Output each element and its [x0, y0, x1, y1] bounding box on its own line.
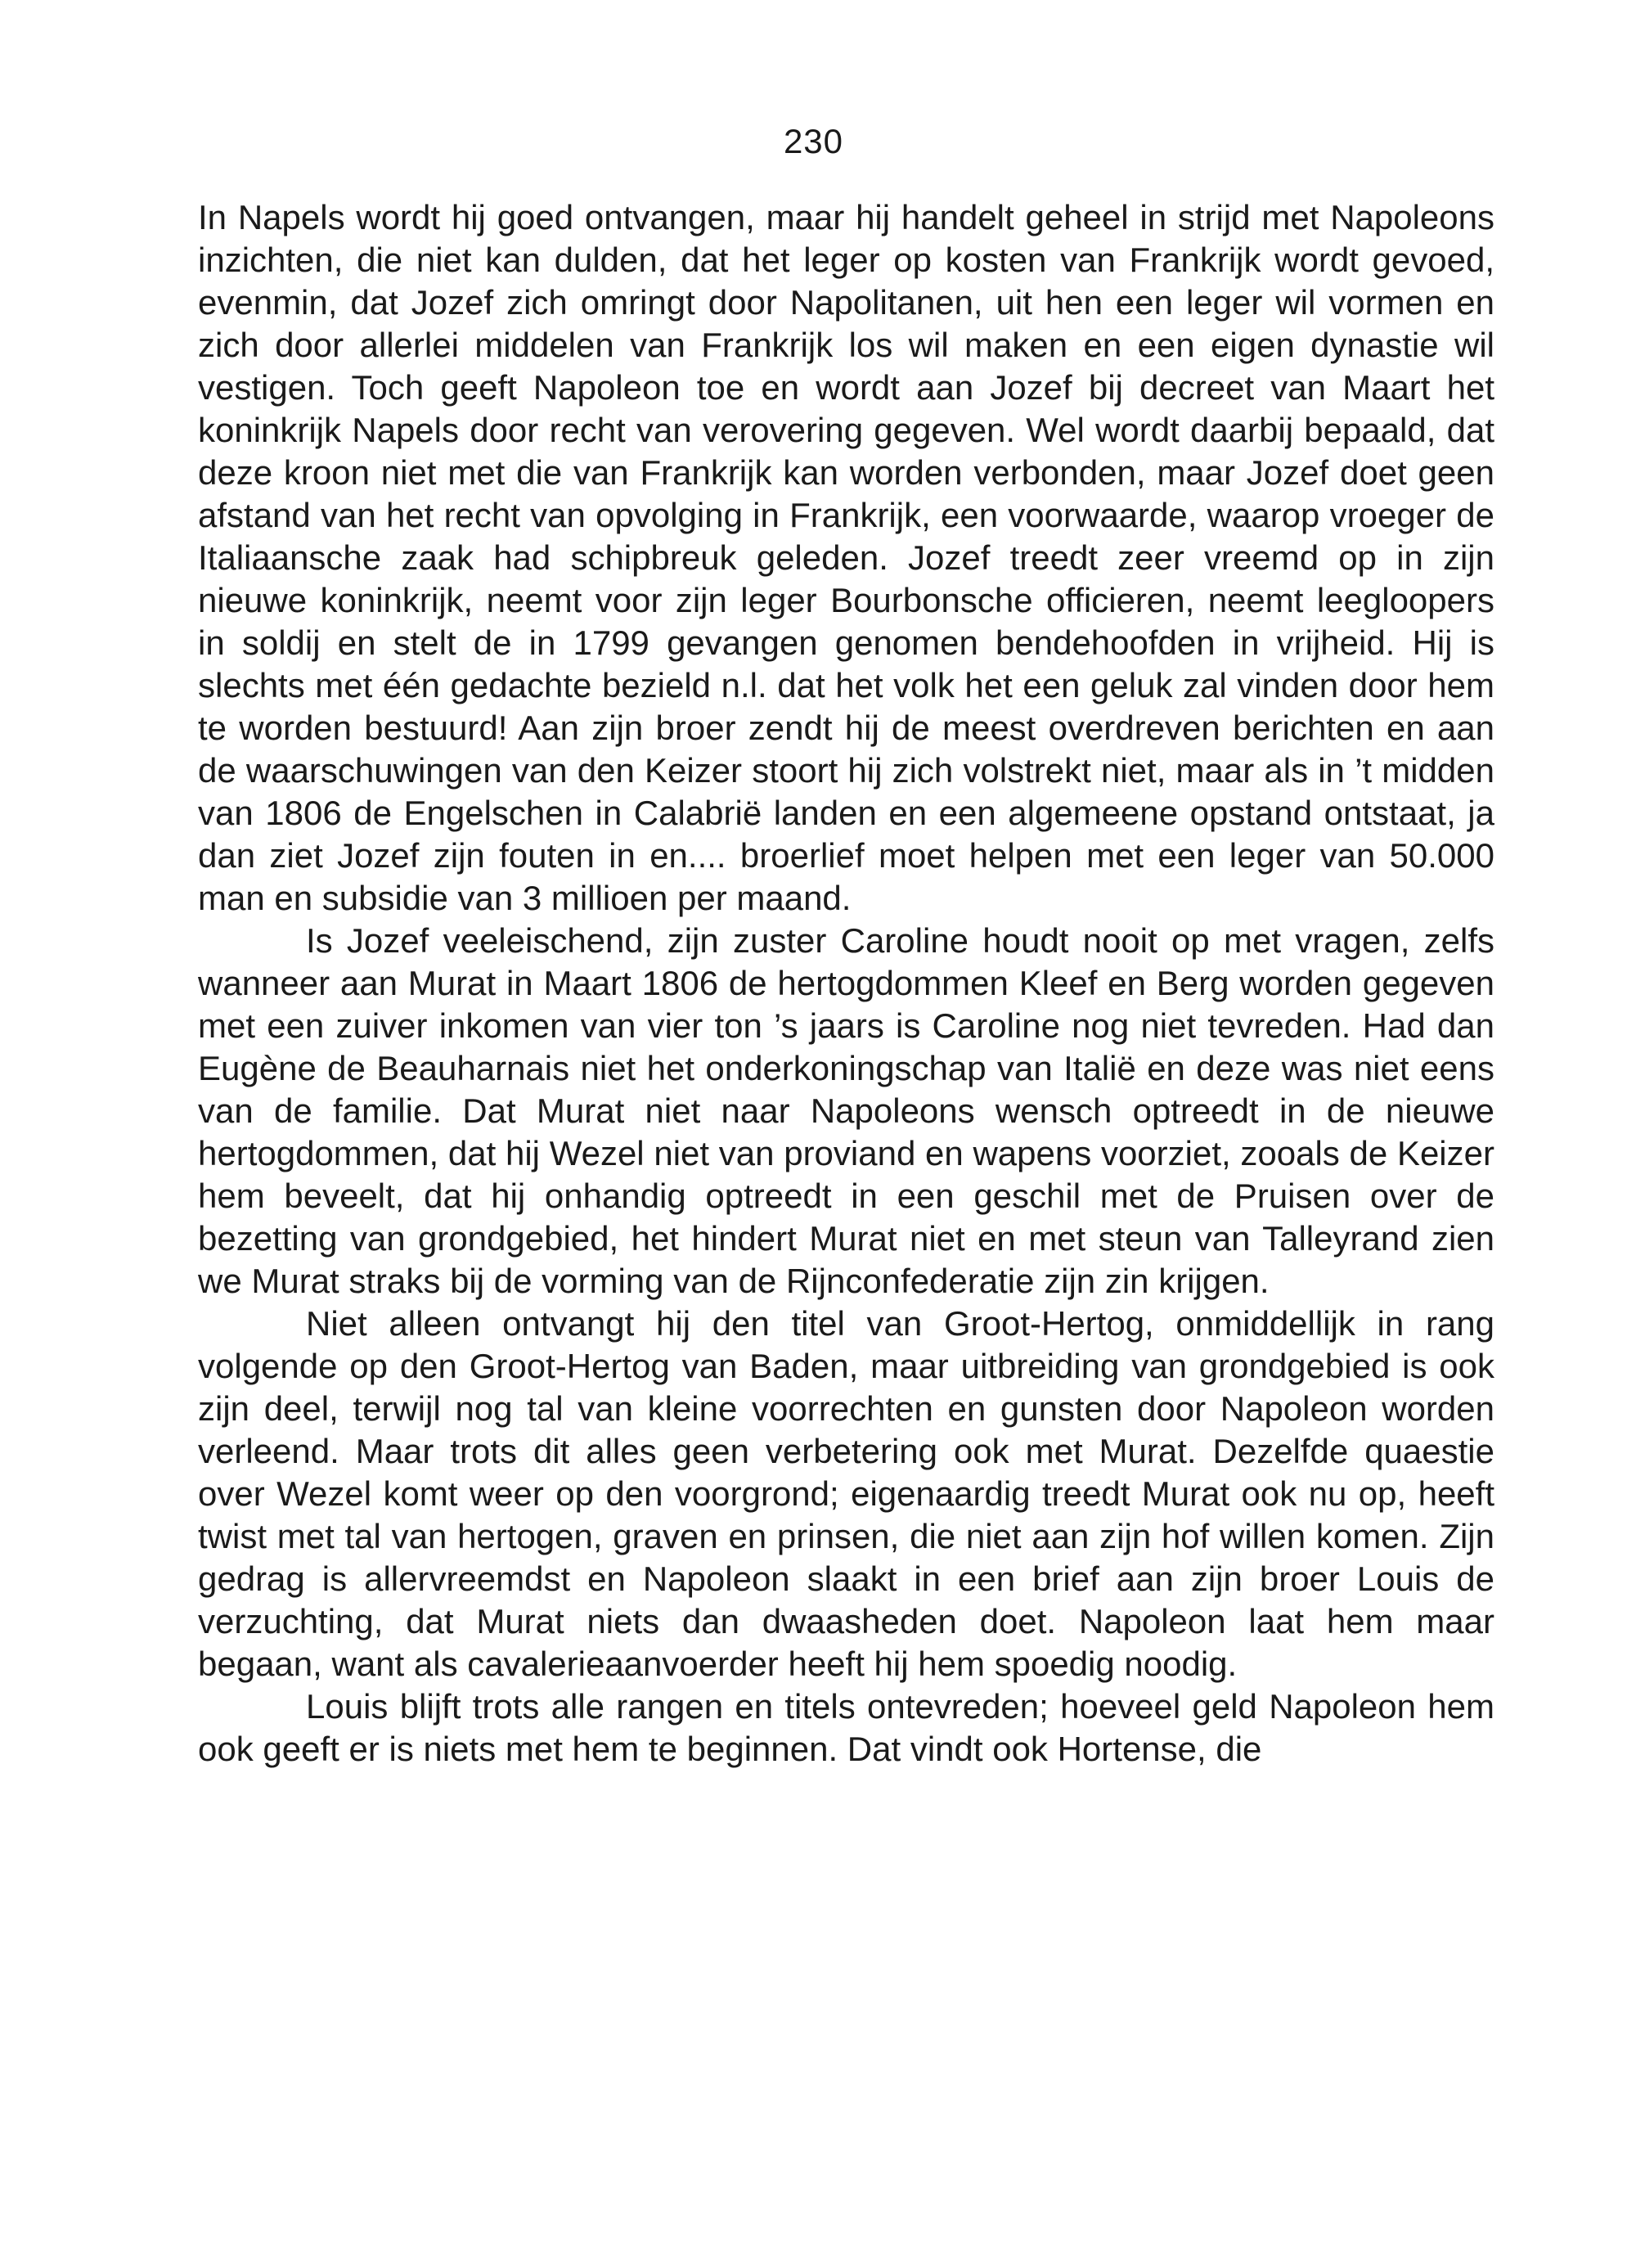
paragraph-3: Niet alleen ontvangt hij den titel van Groot-Hertog, onmiddellijk in rang volgende op den Groot-Hertog van Baden, maar uitbreiding van grondgebied is ook zijn deel, terwijl nog tal van kleine voorrechten en gunsten door Napoleon worden verleend. Maar trots dit alles geen verbetering ook met Murat. Dezelfde quaestie over Wezel komt weer op den voorgrond; eigenaardig treedt Murat ook nu op, heeft twist met tal van hertogen, graven en prinsen, die niet aan zijn hof willen komen. Zijn gedrag is allervreemdst en Napoleon slaakt in een brief aan zijn broer Louis de verzuchting, dat Murat niets dan dwaasheden doet. Napoleon laat hem maar begaan, want als cavalerieaanvoerder heeft hij hem spoedig noodig. — [198, 1304, 1494, 1683]
paragraph-4: Louis blijft trots alle rangen en titels ontevreden; hoeveel geld Napoleon hem ook geeft er is niets met hem te beginnen. Dat vindt ook Hortense, die — [198, 1687, 1494, 1768]
paragraph-2: Is Jozef veeleischend, zijn zuster Caroline houdt nooit op met vragen, zelfs wanneer aan Murat in Maart 1806 de hertogdommen Kleef en Berg worden gegeven met een zuiver inkomen van vier ton ’s jaars is Caroline nog niet tevreden. Had dan Eugène de Beauharnais niet het onderkoningschap van Italië en deze was niet eens van de familie. Dat Murat niet naar Napoleons wensch optreedt in de nieuwe hertogdommen, dat hij Wezel niet van proviand en wapens voorziet, zooals de Keizer hem beveelt, dat hij onhandig optreedt in een geschil met de Pruisen over de bezetting van grondgebied, het hindert Murat niet en met steun van Talleyrand zien we Murat straks bij de vorming van de Rijnconfederatie zijn zin krijgen. — [198, 921, 1494, 1300]
body-text — [198, 196, 1494, 1771]
paragraph-1: In Napels wordt hij goed ontvangen, maar hij handelt geheel in strijd met Napoleons inzichten, die niet kan dulden, dat het leger op kosten van Frankrijk wordt gevoed, evenmin, dat Jozef zich omringt door Napolitanen, uit hen een leger wil vormen en zich door allerlei middelen van Frankrijk los wil maken en een eigen dynastie wil vestigen. Toch geeft Napoleon toe en wordt aan Jozef bij decreet van Maart het koninkrijk Napels door recht van verovering gegeven. Wel wordt daarbij bepaald, dat deze kroon niet met die van Frankrijk kan worden verbonden, maar Jozef doet geen afstand van het recht van opvolging in Frankrijk, een voorwaarde, waarop vroeger de Italiaansche zaak had schipbreuk geleden. Jozef treedt zeer vreemd op in zijn nieuwe koninkrijk, neemt voor zijn leger Bourbonsche officieren, neemt leegloopers in soldij en stelt de in 1799 gevangen genomen bendehoofden in vrijheid. Hij is slechts met één gedachte bezield n.l. dat het volk het een geluk zal vinden door hem te worden bestuurd! Aan zijn broer zendt hij de meest overdreven berichten en aan de waarschuwingen van den Keizer stoort hij zich volstrekt niet, maar als in ’t midden van 1806 de Engelschen in Calabrië landen en een algemeene opstand ontstaat, ja dan ziet Jozef zijn fouten in en.... broerlief moet helpen met een leger van 50.000 man en subsidie van 3 millioen per maand. — [198, 198, 1494, 917]
page-number: 230 — [783, 122, 844, 160]
